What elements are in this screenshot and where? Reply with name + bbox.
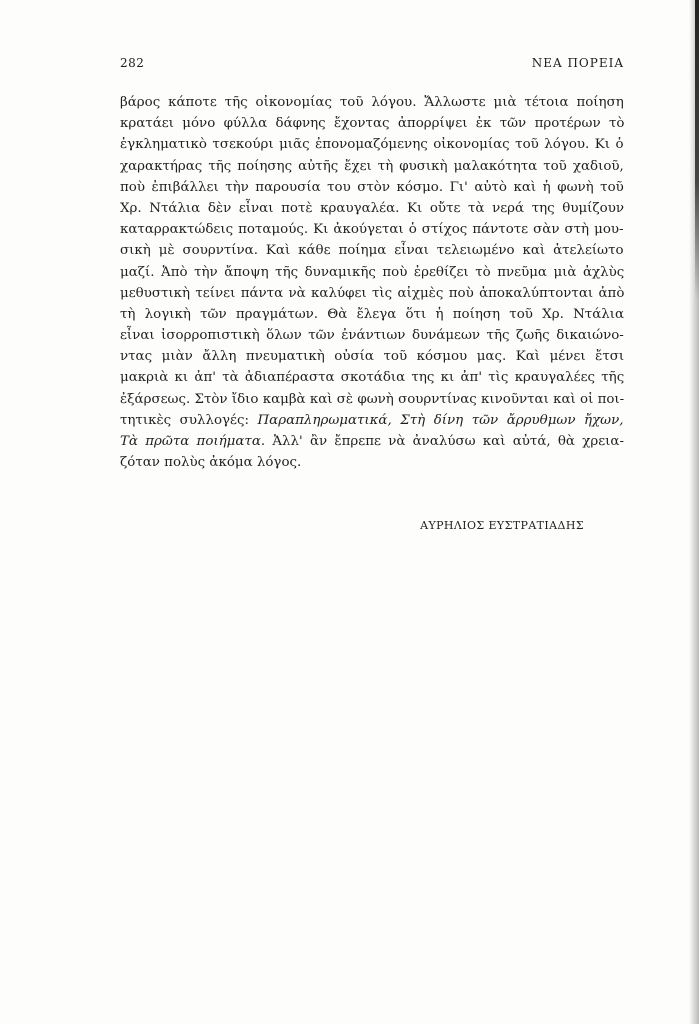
- text-line: Τὰ πρῶτα ποιήματα. Ἀλλ' ἂν ἔπρεπε νὰ ἀναλύσω καὶ αὐτά, θὰ χρεια-: [120, 434, 624, 449]
- text-line: σικὴ μὲ σουρντίνα. Καὶ κάθε ποίημα εἶναι τελειωμένο καὶ ἀτελείωτο: [120, 243, 624, 259]
- text-line: κρατάει μόνο φύλλα δάφνης ἔχοντας ἀπορρίψει ἐκ τῶν προτέρων τὸ: [120, 116, 624, 132]
- text-line: ἐξάρσεως. Στὸν ἴδιο καμβὰ καὶ σὲ φωνὴ σουρντίνας κινοῦνται καὶ οἱ ποι-: [120, 391, 624, 407]
- text-line: τὴ λογικὴ τῶν πραγμάτων. Θὰ ἔλεγα ὅτι ἡ ποίηση τοῦ Χρ. Ντάλια: [120, 306, 624, 322]
- text-line: ποὺ ἐπιβάλλει τὴν παρουσία του στὸν κόσμο. Γι' αὐτὸ καὶ ἡ φωνὴ τοῦ: [120, 179, 624, 195]
- text-line: ἐγκληματικὸ τσεκούρι μιᾶς ἐπονομαζόμενης οἰκονομίας τοῦ λόγου. Κι ὁ: [120, 137, 624, 153]
- collection-title: Τὰ πρῶτα ποιήματα: [120, 434, 261, 449]
- text-line: καταρρακτώδεις ποταμούς. Κι ἀκούγεται ὁ στίχος πάντοτε σὰν στὴ μου-: [120, 222, 624, 238]
- page-number: 282: [120, 56, 145, 70]
- text-line: μακριὰ κι ἀπ' τὰ ἀδιαπέραστα σκοτάδια της κι ἀπ' τὶς κραυγαλέες τῆς: [120, 370, 624, 386]
- article-body: [120, 92, 624, 473]
- collection-titles: Παραπληρωματικά, Στὴ δίνη τῶν ἄρρυθμων ἤχων,: [257, 412, 624, 428]
- text-line: μαζί. Ἀπὸ τὴν ἄποψη τῆς δυναμικῆς ποὺ ἐρεθίζει τὸ πνεῦμα μιὰ ἀχλὺς: [120, 264, 624, 280]
- binding-edge: [695, 0, 699, 300]
- text-line: βάρος κάποτε τῆς οἰκονομίας τοῦ λόγου. Ἄλλωστε μιὰ τέτοια ποίηση: [120, 95, 624, 110]
- text-line: χαρακτήρας τῆς ποίησης αὐτῆς ἔχει τὴ φυσικὴ μαλακότητα τοῦ χαδιοῦ,: [120, 158, 624, 174]
- running-head: ΝΕΑ ΠΟΡΕΙΑ: [531, 56, 624, 70]
- text-line: ντας μιὰν ἄλλη πνευματικὴ οὐσία τοῦ κόσμου μας. Καὶ μένει ἔτσι: [120, 349, 624, 365]
- page-header: [120, 56, 624, 72]
- author-signature: ΑΥΡΗΛΙΟΣ ΕΥΣΤΡΑΤΙΑΔΗΣ: [420, 519, 584, 532]
- text-line: ζόταν πολὺς ἀκόμα λόγος.: [120, 455, 302, 471]
- text-line: μεθυστικὴ τείνει πάντα νὰ καλύφει τὶς αἰχμὲς ποὺ ἀποκαλύπτονται ἀπὸ: [120, 285, 624, 301]
- text-line: τητικὲς συλλογές: Παραπληρωματικά, Στὴ δίνη τῶν ἄρρυθμων ἤχων,: [120, 412, 624, 428]
- text-line: εἶναι ἰσορροπιστικὴ ὅλων τῶν ἐνάντιων δυνάμεων τῆς ζωῆς δικαιώνο-: [120, 328, 624, 344]
- text-line: Χρ. Ντάλια δὲν εἶναι ποτὲ κραυγαλέα. Κι οὔτε τὰ νερά της θυμίζουν: [120, 200, 624, 216]
